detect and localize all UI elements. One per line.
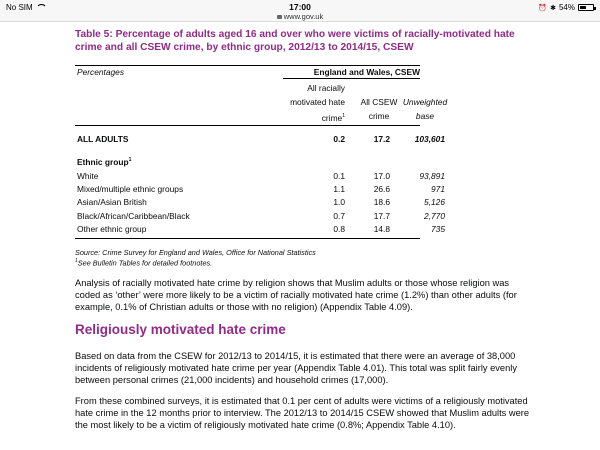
- table-rule-region: [283, 78, 420, 79]
- address-bar[interactable]: [0, 12, 600, 22]
- carrier-label: No SIM: [6, 3, 33, 12]
- ethnic-row-base: 5,126: [424, 197, 445, 208]
- paragraph-religious-victims: From these combined surveys, it is estimated that 0.1 per cent of adults were victims of a religiously motivated hate crime in the 12 months prior to interview. The 2012/13 to 2014/15 CSEW showed that Muslim adults were the most likely to be a victim of religiously motivated hate crime (0.8%; Appendix Table 4.10).: [75, 396, 530, 431]
- col-base-header: [400, 95, 450, 123]
- footnote-sup: 1: [75, 258, 78, 264]
- alarm-icon: ⏰: [538, 4, 548, 12]
- ethnic-row-label: White: [77, 171, 99, 181]
- col2-line1: All CSEW: [360, 97, 398, 107]
- ethnic-row-csew: 17.0: [373, 171, 390, 181]
- ethnic-row-csew: 14.8: [373, 223, 390, 234]
- col-csew-header: [354, 95, 404, 123]
- paragraph-religious-incidents: Based on data from the CSEW for 2012/13 to 2014/15, it is estimated that there were an average of 38,000 incidents of religiously motivated hate crime per year (Appendix Table 4.01). This total was split fairly evenly between personal crimes (21,000 incidents) and household crimes (17,000).: [75, 351, 517, 386]
- battery-percent: 54%: [558, 3, 575, 12]
- all-adults-row: [75, 134, 445, 145]
- ethnic-row: [75, 210, 445, 222]
- article-content: [75, 28, 530, 431]
- col2-line2: crime: [368, 111, 390, 121]
- col-hate-header: [275, 81, 345, 125]
- battery-fill: [580, 6, 586, 9]
- col3-line1: Unweighted: [402, 97, 448, 107]
- section-heading: Religiously motivated hate crime: [75, 322, 286, 337]
- col1-line3: [275, 109, 345, 125]
- ethnic-row-hate: 1.0: [333, 197, 345, 208]
- ethnic-row-hate: 0.8: [333, 223, 345, 234]
- ethnic-row-base: 2,770: [424, 210, 445, 221]
- ethnic-row-hate: 0.1: [333, 171, 345, 181]
- url-text: www.gov.uk: [283, 12, 324, 21]
- ethnic-row: [75, 171, 445, 182]
- table-title: Table 5: Percentage of adults aged 16 and over who were victims of racially-motivated hate crime and all CSEW crime, by ethnic group, 2012/13 to 2014/15, CSEW: [75, 29, 515, 53]
- ethnic-row-label: Mixed/multiple ethnic groups: [77, 184, 184, 195]
- ethnic-row-hate: 1.1: [333, 184, 345, 195]
- ethnic-row-hate: 0.7: [333, 210, 345, 221]
- stats-table: [75, 65, 448, 255]
- table-header-row: [75, 67, 420, 78]
- ethnic-row-label: Other ethnic group: [77, 223, 147, 234]
- ethnic-row-csew: 26.6: [373, 184, 390, 195]
- table-footnote: See Bulletin Tables for detailed footnotes.: [77, 258, 213, 268]
- table-rule-bottom: [75, 238, 420, 239]
- ethnic-row-label: Asian/Asian British: [77, 197, 147, 208]
- col3-line2: base: [415, 111, 435, 121]
- region-label: England and Wales, CSEW: [313, 67, 420, 77]
- ethnic-row-csew: 17.7: [373, 210, 390, 221]
- col1-line1: All racially: [307, 83, 345, 93]
- all-adults-csew: 17.2: [373, 134, 390, 144]
- all-adults-base: 103,601: [414, 134, 445, 144]
- col1-sup: 1: [342, 113, 345, 119]
- table-rule-top: [75, 65, 420, 66]
- units-label: Percentages: [77, 67, 125, 77]
- ethnic-row: [75, 223, 445, 235]
- lock-icon: [277, 15, 282, 19]
- clock: 17:00: [289, 2, 311, 12]
- ethnic-group-sup: 1: [128, 157, 132, 164]
- col1-line3-text: crime: [321, 112, 343, 123]
- ethnic-row: [75, 197, 445, 208]
- all-adults-hate: 0.2: [333, 134, 345, 144]
- ethnic-row-base: 93,891: [419, 171, 445, 181]
- ethnic-group-heading: [75, 157, 420, 168]
- ethnic-row-label: Black/African/Caribbean/Black: [77, 210, 190, 221]
- ethnic-row: [75, 184, 445, 195]
- table-rule-header: [75, 125, 420, 126]
- ethnic-row-base: 735: [431, 223, 445, 234]
- table-source: Source: Crime Survey for England and Wales, Office for National Statistics: [75, 248, 316, 257]
- bluetooth-icon: ✱: [550, 4, 556, 12]
- ethnic-row-csew: 18.6: [373, 197, 390, 208]
- status-right: [538, 3, 594, 12]
- battery-icon: [578, 4, 594, 11]
- paragraph-religion-analysis: Analysis of racially motivated hate crime by religion shows that Muslim adults or those whose religion was coded as ‘other’ were more likely to be a victim of racially motivated hate crime (1.2%) than other adults (for example, 0.1% of Christian adults or those with no religion) (Appendix Table 4.09).: [75, 278, 517, 313]
- ethnic-group-label: Ethnic group: [77, 157, 129, 167]
- col1-line2: motivated hate: [290, 97, 345, 107]
- table-footnote-line: [75, 258, 212, 267]
- all-adults-label: ALL ADULTS: [77, 134, 129, 144]
- ethnic-row-base: 971: [431, 184, 445, 195]
